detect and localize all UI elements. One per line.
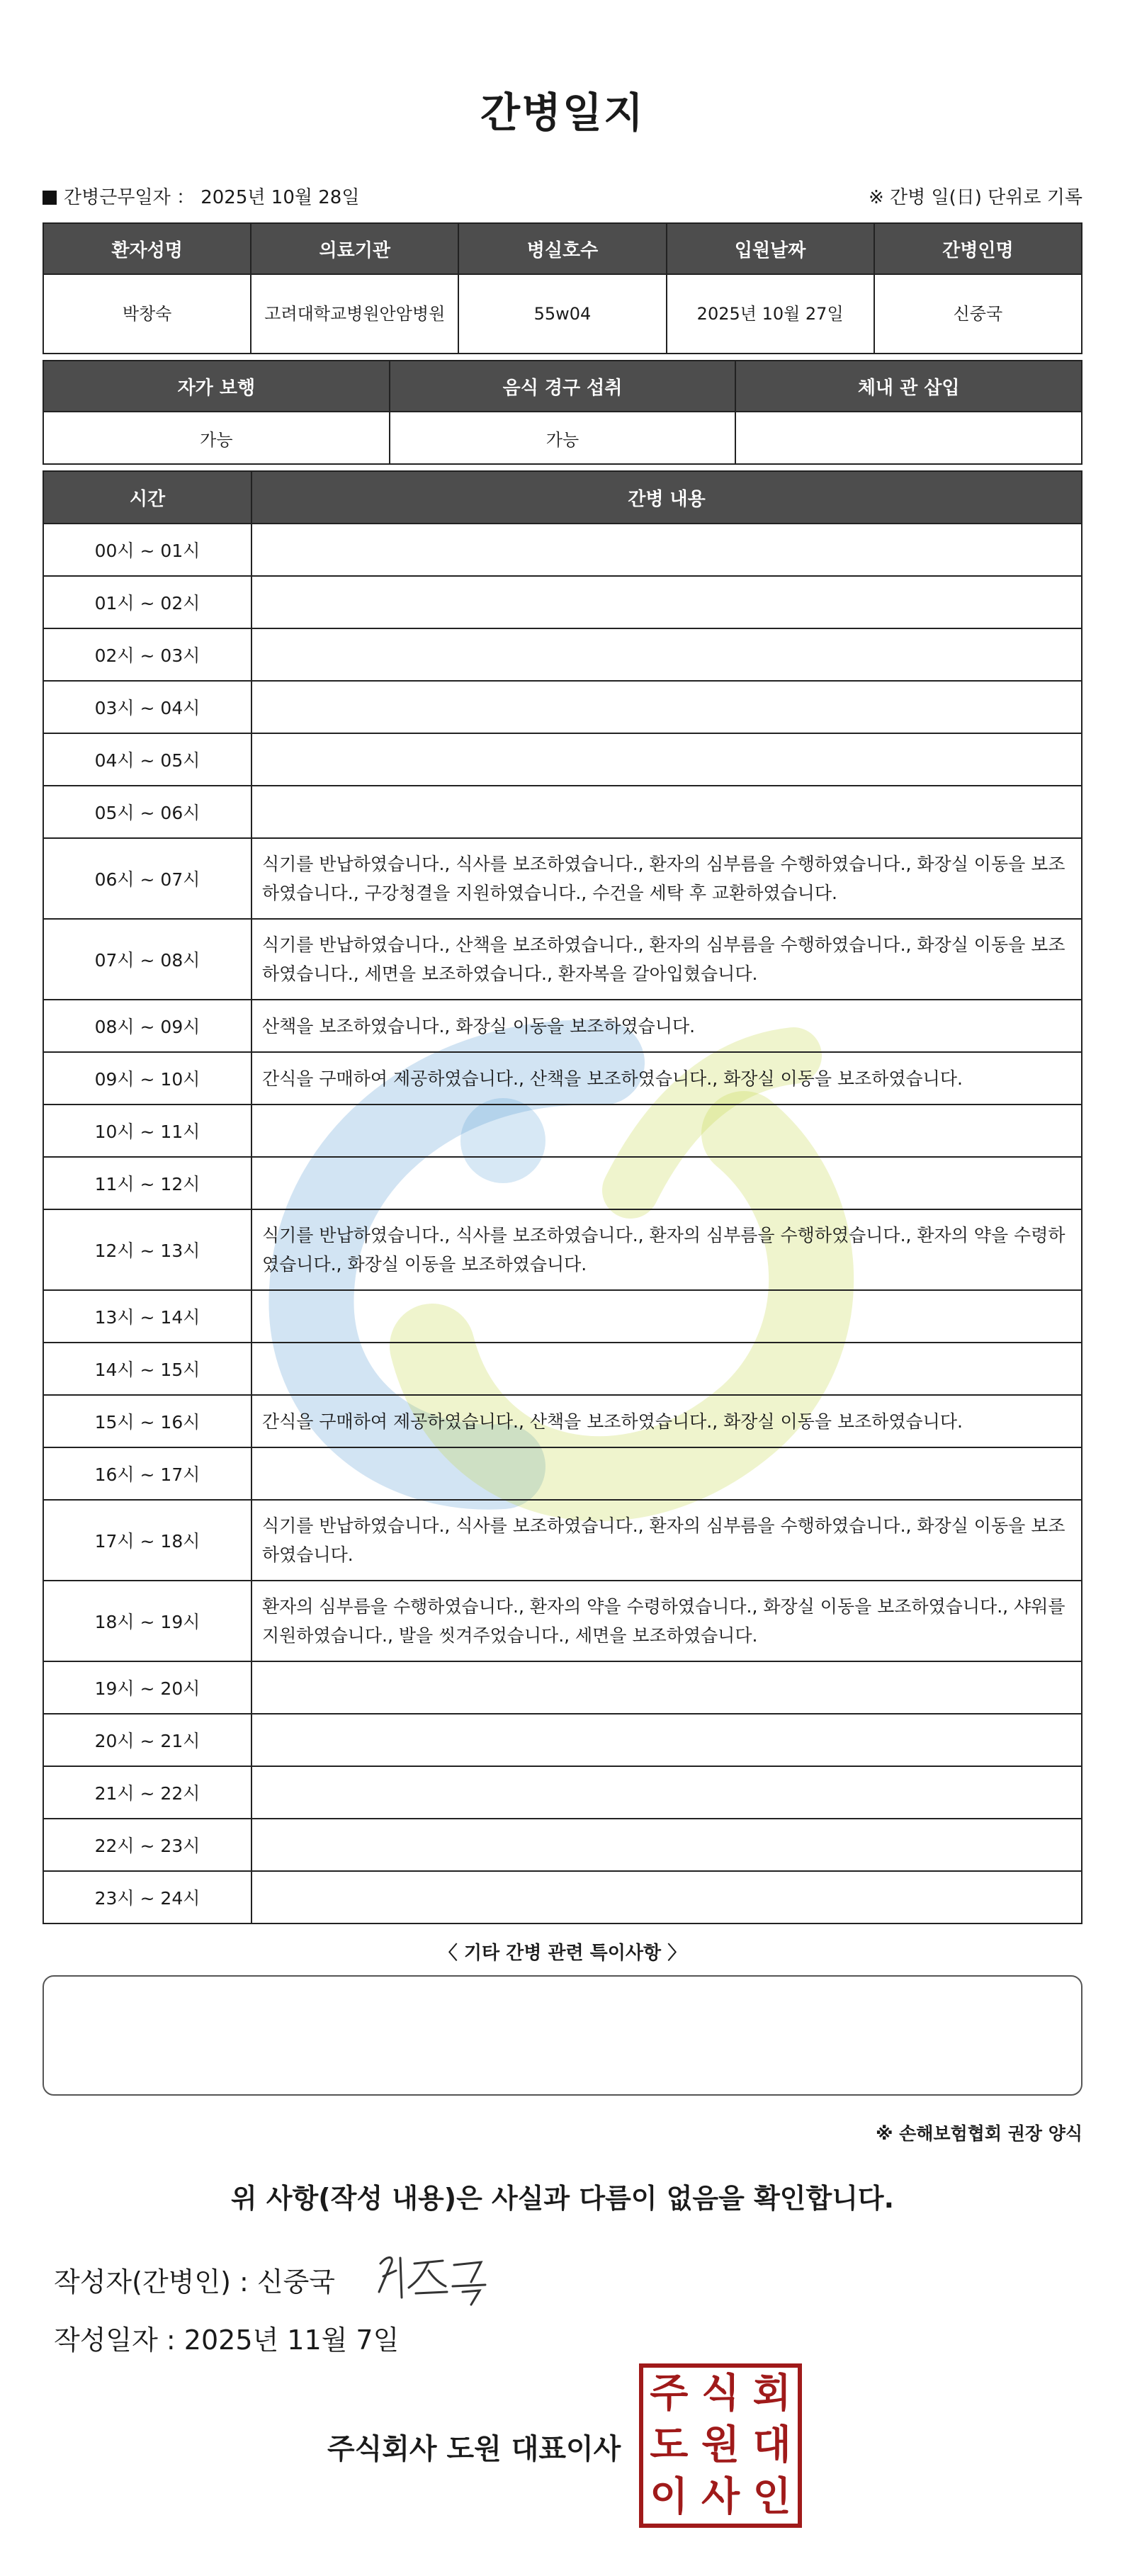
care-log-row <box>43 1661 1082 1714</box>
seal-char: 이 <box>650 2474 689 2521</box>
header-tube-insertion: 체내 관 삽입 <box>735 361 1082 412</box>
seal-char: 원 <box>701 2422 740 2468</box>
patient-info-value-row <box>43 274 1082 354</box>
care-log-content <box>251 628 1082 681</box>
care-log-content: 환자의 심부름을 수행하였습니다., 환자의 약을 수령하였습니다., 화장실 이동을 보조하였습니다., 샤워를 지원하였습니다., 발을 씻겨주었습니다., 세면을 보조하였습니다. <box>251 1581 1082 1661</box>
care-log-time: 16시 ~ 17시 <box>43 1447 251 1500</box>
care-log-time: 07시 ~ 08시 <box>43 919 251 1000</box>
care-log-content <box>251 1661 1082 1714</box>
header-self-walking: 자가 보행 <box>43 361 390 412</box>
care-log-content: 식기를 반납하였습니다., 산책을 보조하였습니다., 환자의 심부름을 수행하였습니다., 화장실 이동을 보조하였습니다., 세면을 보조하였습니다., 환자복을 갈아입혔습니다. <box>251 919 1082 1000</box>
care-log-row <box>43 524 1082 576</box>
header-care-content: 간병 내용 <box>251 471 1082 524</box>
care-log-content <box>251 733 1082 786</box>
company-seal-stamp <box>639 2363 802 2528</box>
care-log-content <box>251 1871 1082 1923</box>
care-log-content: 산책을 보조하였습니다., 화장실 이동을 보조하였습니다. <box>251 1000 1082 1052</box>
care-log-content: 간식을 구매하여 제공하였습니다., 산책을 보조하였습니다., 화장실 이동을 보조하였습니다. <box>251 1395 1082 1447</box>
header-hospital: 의료기관 <box>251 223 458 274</box>
seal-char: 식 <box>701 2370 740 2417</box>
care-log-row <box>43 576 1082 628</box>
care-log-row <box>43 1209 1082 1290</box>
care-log-content: 식기를 반납하였습니다., 식사를 보조하였습니다., 환자의 심부름을 수행하였습니다., 화장실 이동을 보조하였습니다. <box>251 1500 1082 1581</box>
care-log-time: 08시 ~ 09시 <box>43 1000 251 1052</box>
header-patient-name: 환자성명 <box>43 223 251 274</box>
care-log-content: 식기를 반납하였습니다., 식사를 보조하였습니다., 환자의 심부름을 수행하였습니다., 화장실 이동을 보조하였습니다., 구강청결을 지원하였습니다., 수건을 세탁 후 교환하였습니다. <box>251 838 1082 919</box>
care-log-body <box>43 524 1082 1923</box>
patient-status-table <box>43 360 1082 465</box>
remarks-box <box>43 1975 1082 2096</box>
care-log-content: 간식을 구매하여 제공하였습니다., 산책을 보조하였습니다., 화장실 이동을 보조하였습니다. <box>251 1052 1082 1105</box>
unit-note: ※ 간병 일(日) 단위로 기록 <box>868 187 1082 208</box>
care-log-row <box>43 1052 1082 1105</box>
care-log-content <box>251 576 1082 628</box>
oral-intake-value: 가능 <box>390 412 736 464</box>
care-log-content <box>251 1290 1082 1343</box>
page-title: 간병일지 <box>480 89 645 137</box>
care-log-row <box>43 733 1082 786</box>
care-log-header-row <box>43 471 1082 524</box>
self-walking-value: 가능 <box>43 412 390 464</box>
seal-char: 인 <box>752 2474 791 2521</box>
header-room: 병실호수 <box>458 223 666 274</box>
header-admission-date: 입원날짜 <box>667 223 874 274</box>
care-log-row <box>43 1290 1082 1343</box>
square-bullet-icon <box>43 191 57 205</box>
care-log-time: 05시 ~ 06시 <box>43 786 251 838</box>
tube-insertion-value <box>735 412 1082 464</box>
care-log-content <box>251 1105 1082 1157</box>
confirmation-statement: 위 사항(작성 내용)은 사실과 다름이 없음을 확인합니다. <box>230 2183 895 2214</box>
company-representative: 주식회사 도원 대표이사 <box>327 2433 621 2465</box>
care-log-time: 00시 ~ 01시 <box>43 524 251 576</box>
care-log-time: 19시 ~ 20시 <box>43 1661 251 1714</box>
seal-char: 회 <box>752 2370 791 2417</box>
write-date-line: 작성일자 : 2025년 11월 7일 <box>54 2324 400 2356</box>
care-log-time: 23시 ~ 24시 <box>43 1871 251 1923</box>
caregiver-name: 신중국 <box>874 274 1082 354</box>
care-log-row <box>43 1871 1082 1923</box>
care-log-row <box>43 1714 1082 1766</box>
header-caregiver: 간병인명 <box>874 223 1082 274</box>
care-log-row <box>43 1447 1082 1500</box>
care-log-row <box>43 628 1082 681</box>
care-log-time: 21시 ~ 22시 <box>43 1766 251 1819</box>
care-log-content <box>251 1714 1082 1766</box>
care-log-time: 12시 ~ 13시 <box>43 1209 251 1290</box>
header-time: 시간 <box>43 471 251 524</box>
care-log-time: 10시 ~ 11시 <box>43 1105 251 1157</box>
care-log-content: 식기를 반납하였습니다., 식사를 보조하였습니다., 환자의 심부름을 수행하였습니다., 환자의 약을 수령하였습니다., 화장실 이동을 보조하였습니다. <box>251 1209 1082 1290</box>
care-log-table <box>43 470 1082 1924</box>
care-log-time: 03시 ~ 04시 <box>43 681 251 733</box>
remarks-title: 〈 기타 간병 관련 특이사항 〉 <box>439 1943 686 1964</box>
care-log-time: 04시 ~ 05시 <box>43 733 251 786</box>
patient-info-table <box>43 222 1082 354</box>
care-log-time: 13시 ~ 14시 <box>43 1290 251 1343</box>
care-log-time: 09시 ~ 10시 <box>43 1052 251 1105</box>
care-log-content <box>251 786 1082 838</box>
patient-info-header-row <box>43 223 1082 274</box>
care-log-time: 06시 ~ 07시 <box>43 838 251 919</box>
care-log-content <box>251 1447 1082 1500</box>
care-log-time: 18시 ~ 19시 <box>43 1581 251 1661</box>
care-log-row <box>43 1500 1082 1581</box>
seal-char: 도 <box>650 2422 689 2468</box>
care-log-content <box>251 1819 1082 1871</box>
care-log-row <box>43 1819 1082 1871</box>
work-date <box>43 183 359 209</box>
care-log-time: 17시 ~ 18시 <box>43 1500 251 1581</box>
care-log-time: 01시 ~ 02시 <box>43 576 251 628</box>
care-log-row <box>43 786 1082 838</box>
seal-char: 사 <box>701 2474 740 2521</box>
admission-date: 2025년 10월 27일 <box>667 274 874 354</box>
care-log-time: 15시 ~ 16시 <box>43 1395 251 1447</box>
seal-char: 주 <box>650 2370 689 2417</box>
header-oral-intake: 음식 경구 섭취 <box>390 361 736 412</box>
seal-char: 대 <box>752 2422 791 2468</box>
room-number: 55w04 <box>458 274 666 354</box>
care-log-time: 11시 ~ 12시 <box>43 1157 251 1209</box>
care-log-row <box>43 1395 1082 1447</box>
care-log-time: 22시 ~ 23시 <box>43 1819 251 1871</box>
care-log-row <box>43 1581 1082 1661</box>
care-log-time: 14시 ~ 15시 <box>43 1343 251 1395</box>
care-log-content <box>251 1157 1082 1209</box>
patient-status-value-row <box>43 412 1082 464</box>
care-log-row <box>43 1343 1082 1395</box>
care-log-row <box>43 681 1082 733</box>
care-log-content <box>251 524 1082 576</box>
work-date-text: 간병근무일자 ： 2025년 10월 28일 <box>64 187 360 208</box>
care-log-row <box>43 1105 1082 1157</box>
patient-status-header-row <box>43 361 1082 412</box>
hospital-name: 고려대학교병원안암병원 <box>251 274 458 354</box>
writer-line: 작성자(간병인) : 신중국 <box>54 2266 335 2298</box>
care-log-row <box>43 1766 1082 1819</box>
care-log-time: 02시 ~ 03시 <box>43 628 251 681</box>
handwritten-signature-icon <box>365 2242 496 2310</box>
recommended-form-note: ※ 손해보험협회 권장 양식 <box>876 2123 1082 2144</box>
care-log-row <box>43 1000 1082 1052</box>
care-log-content <box>251 1343 1082 1395</box>
care-log-row <box>43 1157 1082 1209</box>
patient-name: 박창숙 <box>43 274 251 354</box>
care-log-content <box>251 681 1082 733</box>
care-log-content <box>251 1766 1082 1819</box>
care-log-row <box>43 838 1082 919</box>
care-log-row <box>43 919 1082 1000</box>
care-log-time: 20시 ~ 21시 <box>43 1714 251 1766</box>
